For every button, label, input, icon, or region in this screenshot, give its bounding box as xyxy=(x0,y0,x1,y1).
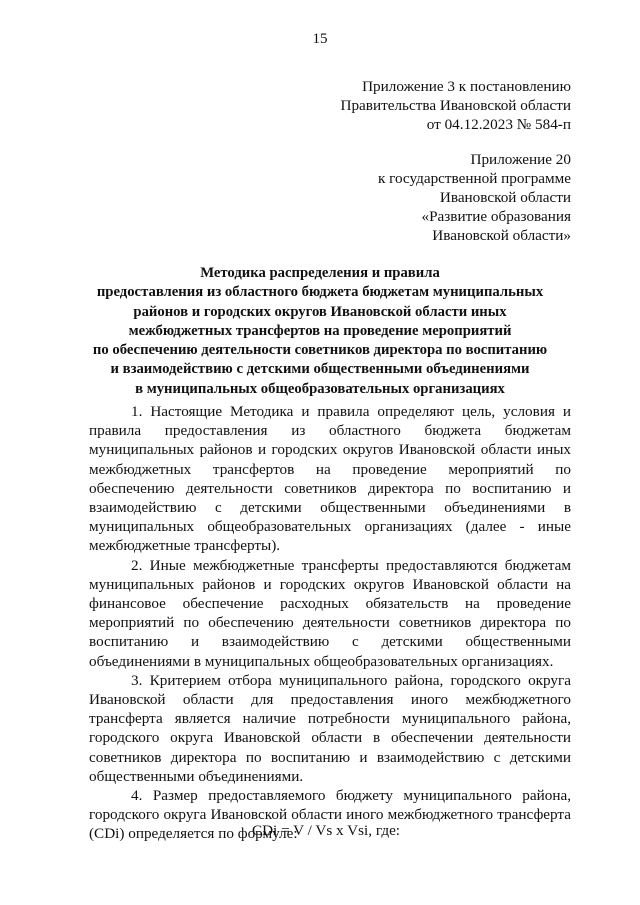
appendix-20-line: Ивановской области» xyxy=(432,227,571,244)
page-number: 15 xyxy=(312,31,328,47)
paragraph-4: 4. Размер предоставляемого бюджету муниципального района, городского округа Ивановской области иного межбюджетного трансферта (CDi) определяется по формуле: xyxy=(89,787,571,843)
title-line: и взаимодействию с детскими общественными объединениями xyxy=(110,361,530,378)
paragraph-2: 2. Иные межбюджетные трансферты предоставляются бюджетам муниципальных районов и городских округов Ивановской области на финансовое обеспечение расходных обязательств на проведение мероприятий по обеспечению деятельности советников директора по воспитанию и взаимодействию с детскими общественными объединениями в муниципальных общеобразовательных организациях. xyxy=(89,556,571,670)
title-line: предоставления из областного бюджета бюджетам муниципальных xyxy=(96,284,544,301)
formula: CDi = V / Vs x Vsi, где: xyxy=(251,822,401,839)
document-title xyxy=(70,264,570,399)
appendix-3-header xyxy=(341,77,572,134)
appendix-3-line: Правительства Ивановской области xyxy=(340,97,571,114)
title-line: по обеспечению деятельности советников директора по воспитанию xyxy=(92,342,548,359)
title-line: районов и городских округов Ивановской области иных xyxy=(133,303,507,320)
document-body xyxy=(89,402,571,844)
appendix-20-line: «Развитие образования xyxy=(421,208,571,225)
appendix-3-line: Приложение 3 к постановлению xyxy=(362,78,571,95)
title-line: в муниципальных общеобразовательных организациях xyxy=(135,380,505,397)
appendix-20-header xyxy=(378,150,571,245)
appendix-20-line: к государственной программе xyxy=(377,170,571,187)
title-line: межбюджетных трансфертов на проведение мероприятий xyxy=(128,322,512,339)
title-line: Методика распределения и правила xyxy=(200,265,440,281)
paragraph-3: 3. Критерием отбора муниципального района, городского округа Ивановской области для предоставления иного межбюджетного трансферта является наличие потребности муниципального района, городского округа Ивановской области в обеспечении деятельности советников директора по воспитанию и взаимодействию с детскими общественными объединениями. xyxy=(89,671,571,785)
paragraph-1: 1. Настоящие Методика и правила определяют цель, условия и правила предоставления из областного бюджета бюджетам муниципальных районов и городских округов Ивановской области иных межбюджетных трансфертов на проведение мероприятий по обеспечению деятельности советников директора по воспитанию и взаимодействию с детскими общественными объединениями в муниципальных общеобразовательных организациях (далее - иные межбюджетные трансферты). xyxy=(89,403,571,555)
appendix-3-line: от 04.12.2023 № 584-п xyxy=(426,116,571,133)
appendix-20-line: Приложение 20 xyxy=(470,151,571,168)
appendix-20-line: Ивановской области xyxy=(439,189,571,206)
